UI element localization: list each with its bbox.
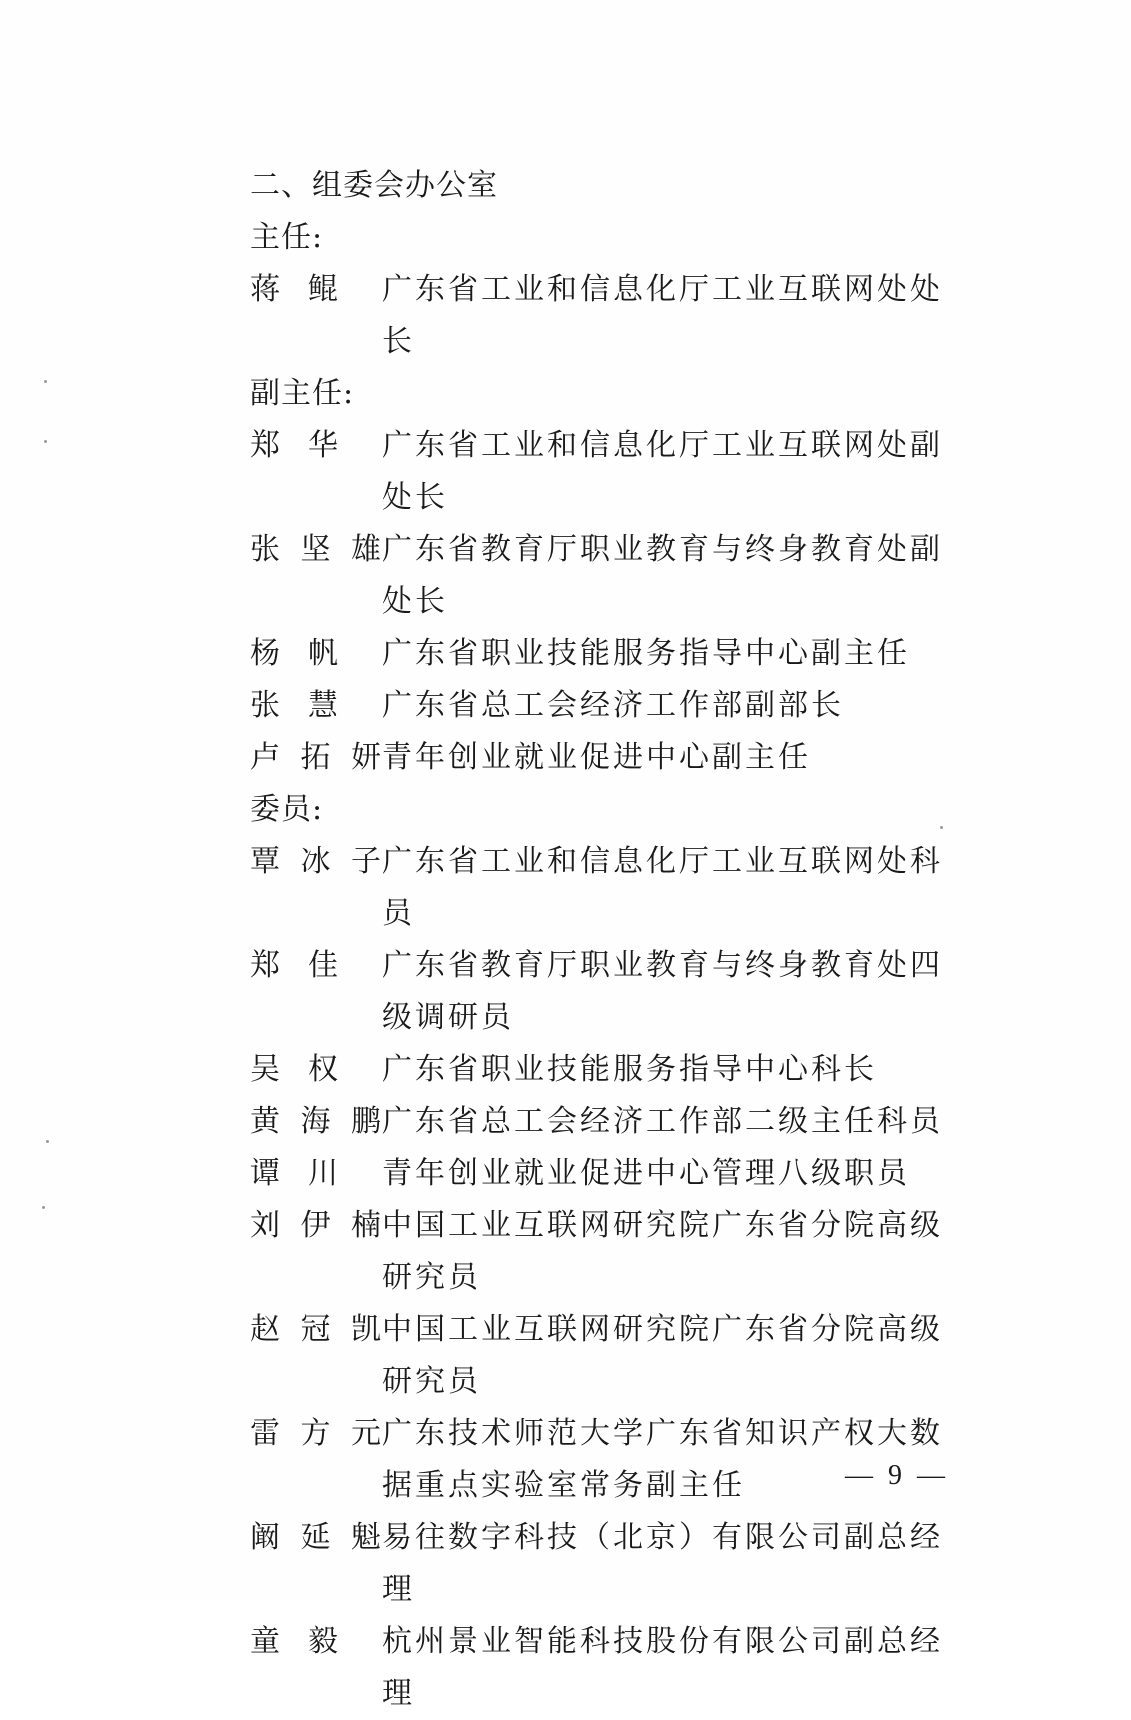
member-name: 吴权: [250, 1052, 338, 1087]
member-row: [250, 680, 970, 732]
member-name: 郑华: [250, 428, 338, 463]
member-title: 广东省工业和信息化厅工业互联网处处长: [382, 272, 943, 359]
group-label: 主任:: [250, 220, 324, 255]
scan-speck: [42, 1206, 45, 1209]
member-row: [250, 264, 970, 368]
page-number: — 9 —: [845, 1460, 949, 1491]
member-name: 谭川: [250, 1156, 338, 1191]
member-title: 广东技术师范大学广东省知识产权大数据重点实验室常务副主任: [382, 1416, 943, 1503]
member-title: 中国工业互联网研究院广东省分院高级研究员: [382, 1312, 943, 1399]
section-title: 二、组委会办公室: [250, 168, 498, 203]
member-title: 广东省工业和信息化厅工业互联网处副处长: [382, 428, 943, 515]
member-name: 雷方元: [250, 1416, 382, 1451]
member-name: 覃冰子: [250, 844, 382, 879]
member-title: 中国工业互联网研究院广东省分院高级研究员: [382, 1208, 943, 1295]
member-row: [250, 940, 970, 1044]
member-name: 张坚雄: [250, 532, 382, 567]
member-row: [250, 1044, 970, 1096]
member-name: 郑佳: [250, 948, 338, 983]
member-name: 黄海鹏: [250, 1104, 382, 1139]
member-title: 广东省总工会经济工作部副部长: [382, 688, 844, 723]
member-row: [250, 1616, 970, 1720]
member-title: 青年创业就业促进中心副主任: [382, 740, 811, 775]
member-row: [250, 1200, 970, 1304]
member-row: [250, 420, 970, 524]
member-title: 杭州景业智能科技股份有限公司副总经理: [382, 1624, 943, 1711]
member-name: 张慧: [250, 688, 338, 723]
group-label: 副主任:: [250, 376, 355, 411]
member-title: 广东省工业和信息化厅工业互联网处科员: [382, 844, 943, 931]
scan-speck: [44, 380, 47, 383]
group-label: 委员:: [250, 792, 324, 827]
member-row: [250, 732, 970, 784]
member-title: 广东省教育厅职业教育与终身教育处四级调研员: [382, 948, 943, 1035]
member-name: 卢拓妍: [250, 740, 382, 775]
member-row: [250, 1512, 970, 1616]
member-row: [250, 1304, 970, 1408]
member-row: [250, 836, 970, 940]
member-name: 赵冠凯: [250, 1312, 382, 1347]
member-name: 蒋鲲: [250, 272, 338, 307]
member-title: 广东省总工会经济工作部二级主任科员: [382, 1104, 943, 1139]
member-name: 童毅: [250, 1624, 338, 1659]
member-name: 阚延魁: [250, 1520, 382, 1555]
member-name: 刘伊楠: [250, 1208, 382, 1243]
member-title: 广东省职业技能服务指导中心副主任: [382, 636, 910, 671]
member-row: [250, 628, 970, 680]
member-title: 易往数字科技（北京）有限公司副总经理: [382, 1520, 943, 1607]
member-title: 广东省教育厅职业教育与终身教育处副处长: [382, 532, 943, 619]
member-row: [250, 1096, 970, 1148]
member-groups: [250, 212, 970, 1720]
member-row: [250, 1148, 970, 1200]
scan-speck: [46, 1140, 49, 1143]
member-name: 杨帆: [250, 636, 338, 671]
scan-speck: [44, 440, 47, 443]
member-row: [250, 524, 970, 628]
member-title: 广东省职业技能服务指导中心科长: [382, 1052, 877, 1087]
member-title: 青年创业就业促进中心管理八级职员: [382, 1156, 910, 1191]
